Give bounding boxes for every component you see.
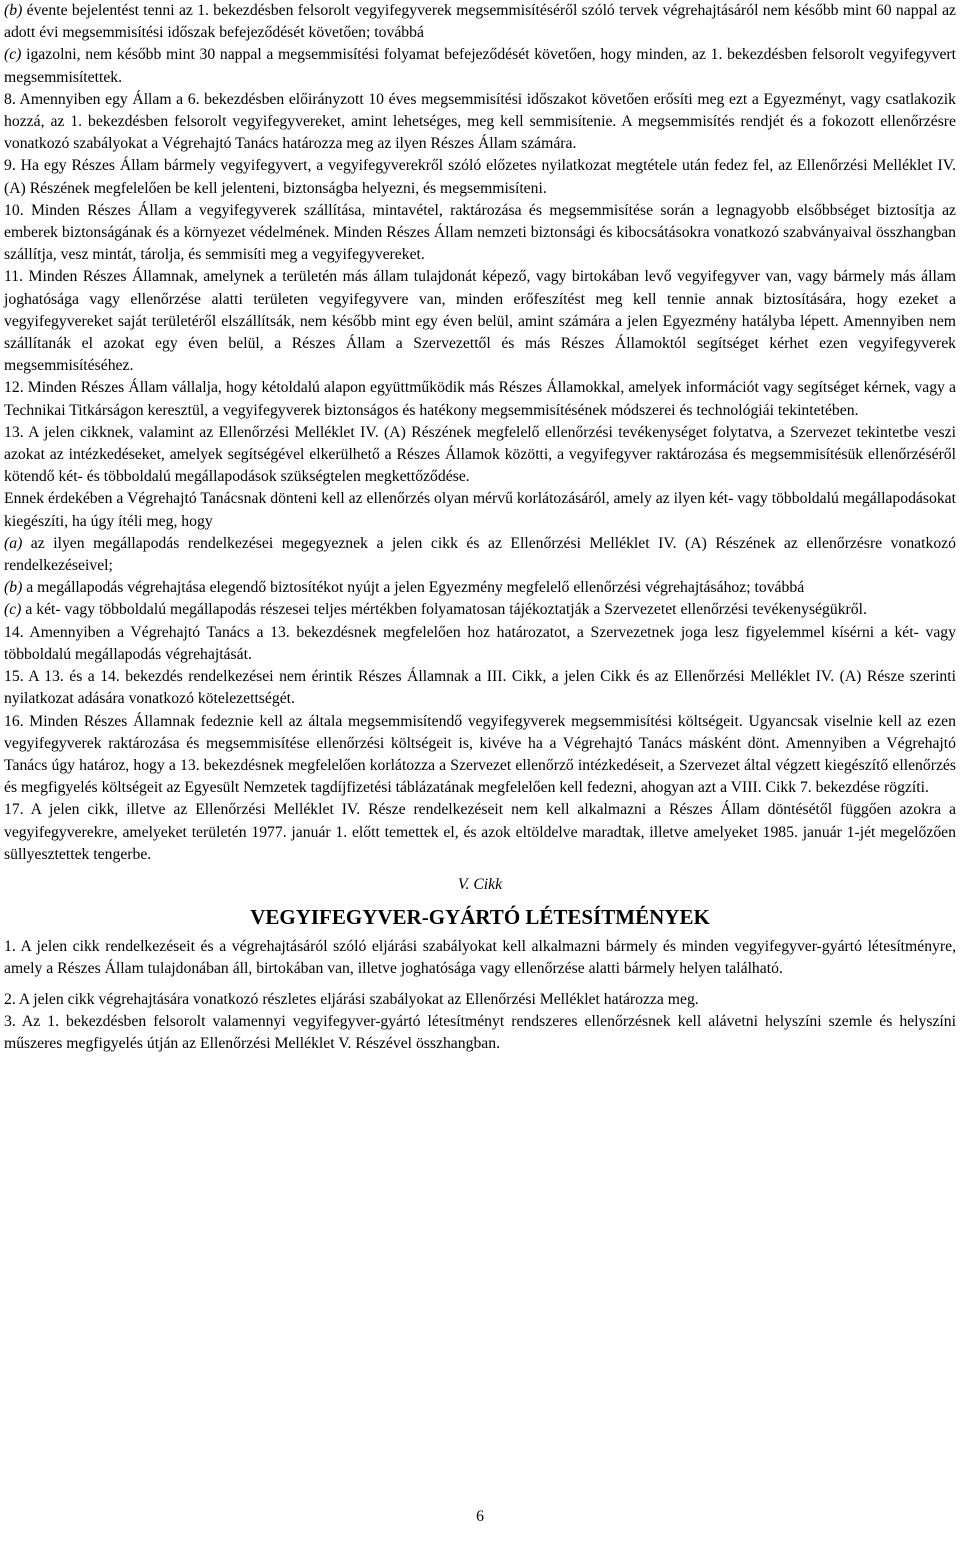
paragraph-c (4, 44, 956, 88)
page-number: 6 (476, 1508, 484, 1525)
paragraph-13-cont: Ennek érdekében a Végrehajtó Tanácsnak dönteni kell az ellenőrzés olyan mérvű korlátozásáról, amely az ilyen két- vagy többoldalú megállapodásokat kiegészíti, ha úgy ítéli meg, hogy (4, 490, 956, 530)
paragraph-text: a megállapodás végrehajtása elegendő biztosítékot nyújt a jelen Egyezmény megfelelő ellenőrzési végrehajtásához; továbbá (22, 579, 805, 597)
paragraph-13: 13. A jelen cikknek, valamint az Ellenőrzési Melléklet IV. (A) Részének megfelelő ellenőrzési tevékenységet folytatva, a Szervezet tekintetbe veszi azokat az intézkedéseket, amelyek segítségével elkerülhető a Részes Államok közötti, a vegyifegyver raktározása és megsemmisítésük ellenőrzéséről kötendő két- és többoldalú megállapodások szükségtelen megkettőződése. (4, 423, 956, 486)
paragraph-text: a két- vagy többoldalú megállapodás részesei teljes mértékben folyamatosan tájékoztatják a Szervezetet ellenőrzési tevékenységükről. (21, 601, 867, 619)
article-number: V. Cikk (457, 875, 503, 893)
article-paragraph-1: 1. A jelen cikk rendelkezéseit és a végrehajtásáról szóló eljárási szabályokat kell alkalmazni bármely és minden vegyifegyver-gyártó létesítményre, amely a Részes Állam tulajdonában áll, birtokában van, illetve joghatósága vagy ellenőrzése alatti bármely helyen található. (4, 938, 956, 978)
paragraph-9: 9. Ha egy Részes Állam bármely vegyifegyvert, a vegyifegyverekről szóló előzetes nyilatkozat megtétele után fedez fel, az Ellenőrzési Melléklet IV. (A) Részének megfelelően be kell jelenteni, biztonságba helyezni, és megsemmisíteni. (4, 157, 956, 197)
item-label: (b) (4, 2, 23, 19)
paragraph-text: igazolni, nem később mint 30 nappal a megsemmisítési folyamat befejeződését követően, hogy minden, az 1. bekezdésben felsorolt vegyifegyvert megsemmisítettek. (4, 46, 956, 86)
paragraph-13-b (4, 577, 956, 599)
paragraph-13-a (4, 533, 956, 577)
paragraph-text: évente bejelentést tenni az 1. bekezdésben felsorolt vegyifegyverek megsemmisítéséről szóló tervek végrehajtásáról nem később mint 60 nappal az adott évi megsemmisítési időszak befejeződését követően; továbbá (4, 2, 956, 42)
paragraphs-article (4, 936, 956, 1055)
item-label: (a) (4, 534, 23, 552)
paragraphs-top (4, 0, 956, 866)
article-paragraph-3: 3. Az 1. bekezdésben felsorolt valamennyi vegyifegyver-gyártó létesítményt rendszeres ellenőrzésnek kell alávetni helyszíni szemle és helyszíni műszeres megfigyelés útján az Ellenőrzési Melléklet V. Részével összhangban. (4, 1012, 956, 1052)
paragraph-16: 16. Minden Részes Államnak fedeznie kell az általa megsemmisítendő vegyifegyverek megsemmisítési költségeit. Ugyancsak viselnie kell az ezen vegyifegyverek raktározása és megsemmisítése ellenőrzési költségeit is, kivéve ha a Végrehajtó Tanács másként dönt. Amennyiben a Végrehajtó Tanács úgy határoz, hogy a 13. bekezdésnek megfelelően korlátozza a Szervezet ellenőrző intézkedéseit, a Szervezet által végzett kiegészítő ellenőrzés és megfigyelés költségeit az Egyesült Nemzetek tagdíjfizetési táblázatának megfelelően kell fedezni, ahogyan azt a VIII. Cikk 7. bekezdése rögzíti. (4, 712, 956, 797)
paragraph-10: 10. Minden Részes Állam a vegyifegyverek szállítása, mintavétel, raktározása és megsemmisítése során a legnagyobb elsőbbséget biztosítja az emberek biztonságának és a környezet védelmének. Minden Részes Állam nemzeti biztonsági és kibocsátásokra vonatkozó szabványaival összhangban szállítja, vesz mintát, tárolja, és semmisíti meg a vegyifegyvereket. (4, 201, 956, 264)
paragraph-8: 8. Amennyiben egy Állam a 6. bekezdésben előirányzott 10 éves megsemmisítési időszakot követően erősíti meg ezt a Egyezményt, vagy csatlakozik hozzá, az 1. bekezdésben felsorolt vegyifegyvereket, amint lehetséges, meg kell semmisítenie. A megsemmisítés rendjét és a fokozott ellenőrzésre vonatkozó szabályokat a Végrehajtó Tanács határozza meg az ilyen Részes Állam számára. (4, 90, 956, 153)
paragraph-b (4, 0, 956, 44)
paragraph-17: 17. A jelen cikk, illetve az Ellenőrzési Melléklet IV. Része rendelkezéseit nem kell alkalmazni a Részes Állam döntésétől függően azokra a vegyifegyverekre, amelyeket területén 1977. január 1. előtt temettek el, és azok eltöldelve maradtak, illetve amelyeket 1985. január 1-jét megelőzően süllyesztettek tengerbe. (4, 801, 956, 863)
item-label: (b) (4, 579, 23, 597)
paragraph-15: 15. A 13. és a 14. bekezdés rendelkezései nem érintik Részes Államnak a III. Cikk, a jelen Cikk és az Ellenőrzési Melléklet IV. (A) Része szerinti nyilatkozat adására vonatkozó kötelezettségét. (4, 668, 956, 708)
item-label: (c) (4, 46, 22, 64)
article-paragraph-2: 2. A jelen cikk végrehajtására vonatkozó részletes eljárási szabályokat az Ellenőrzési Melléklet határozza meg. (4, 990, 699, 1008)
paragraph-11: 11. Minden Részes Államnak, amelynek a területén más állam tulajdonát képező, vagy birtokában levő vegyifegyver van, vagy bármely más állam joghatósága vagy ellenőrzése alatti területen vegyifegyvere van, minden erőfeszítést meg kell tennie annak biztosítására, hogy ezeket a vegyifegyvereket saját területéről elszállítsák, nem később mint egy éven belül, amint számára a jelen Egyezmény hatályba lépett. Amennyiben nem szállítanák el azokat egy éven belül, a Részes Állam a Szervezettől és más Részes Államoktól segítséget kérhet ezen vegyifegyverek megsemmisítéséhez. (4, 268, 956, 375)
paragraph-13-c (4, 599, 956, 621)
item-label: (c) (4, 601, 22, 619)
paragraph-text: az ilyen megállapodás rendelkezései megegyeznek a jelen cikk és az Ellenőrzési Melléklet IV. (A) Részének az ellenőrzésre vonatkozó rendelkezéseivel; (4, 534, 956, 575)
article-title: VEGYIFEGYVER-GYÁRTÓ LÉTESÍTMÉNYEK (250, 905, 710, 930)
paragraph-12: 12. Minden Részes Állam vállalja, hogy kétoldalú alapon együttműködik más Részes Államokkal, amelyek információt vagy segítséget kérnek, vagy a Technikai Titkárságon keresztül, a vegyifegyverek biztonságos és hatékony megsemmisítésének módszerei és technológiái tekintetében. (4, 379, 956, 419)
paragraph-14: 14. Amennyiben a Végrehajtó Tanács a 13. bekezdésnek megfelelően hoz határozatot, a Szervezetnek joga lesz figyelemmel kísérni a két- vagy többoldalú megállapodás végrehajtását. (4, 623, 956, 663)
